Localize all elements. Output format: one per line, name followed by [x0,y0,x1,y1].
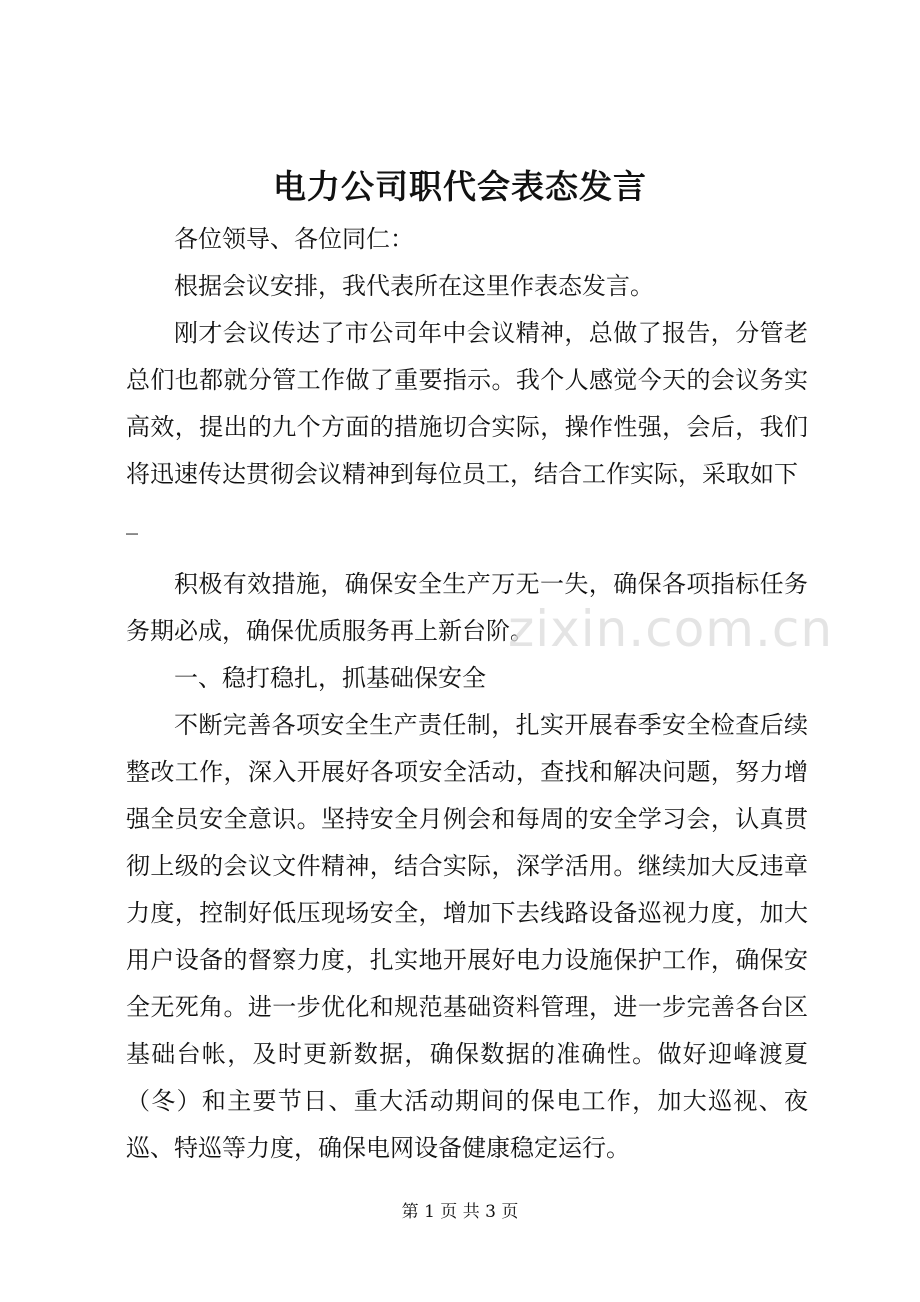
document-body [126,216,808,1172]
measures-paragraph: 积极有效措施，确保安全生产万无一失，确保各项指标任务务期必成，确保优质服务再上新台阶。 [126,570,808,645]
salutation-paragraph: 各位领导、各位同仁： [174,225,414,253]
page-break-mark: _ [126,507,138,535]
intro-paragraph: 根据会议安排，我代表所在这里作表态发言。 [174,272,654,300]
watermark: zixin.com.cn [508,600,834,658]
meeting-summary-paragraph: 刚才会议传达了市公司年中会议精神，总做了报告，分管老总们也都就分管工作做了重要指示。我个人感觉今天的会议务实高效，提出的九个方面的措施切合实际，操作性强，会后，我们将迅速传达贯彻会议精神到每位员工，结合工作实际，采取如下 [126,319,808,488]
section-heading-1: 一、稳打稳扎，抓基础保安全 [174,664,486,692]
paragraph-gap [126,545,808,561]
safety-paragraph: 不断完善各项安全生产责任制，扎实开展春季安全检查后续整改工作，深入开展好各项安全活动，查找和解决问题，努力增强全员安全意识。坚持安全月例会和每周的安全学习会，认真贯彻上级的会议文件精神，结合实际，深学活用。继续加大反违章力度，控制好低压现场安全，增加下去线路设备巡视力度，加大用户设备的督察力度，扎实地开展好电力设施保护工作，确保安全无死角。进一步优化和规范基础资料管理，进一步完善各台区基础台帐，及时更新数据，确保数据的准确性。做好迎峰渡夏（冬）和主要节日、重大活动期间的保电工作，加大巡视、夜巡、特巡等力度，确保电网设备健康稳定运行。 [126,711,808,1162]
document-title: 电力公司职代会表态发言 [273,167,647,206]
page-footer: 第 1 页 共 3 页 [401,1202,519,1222]
